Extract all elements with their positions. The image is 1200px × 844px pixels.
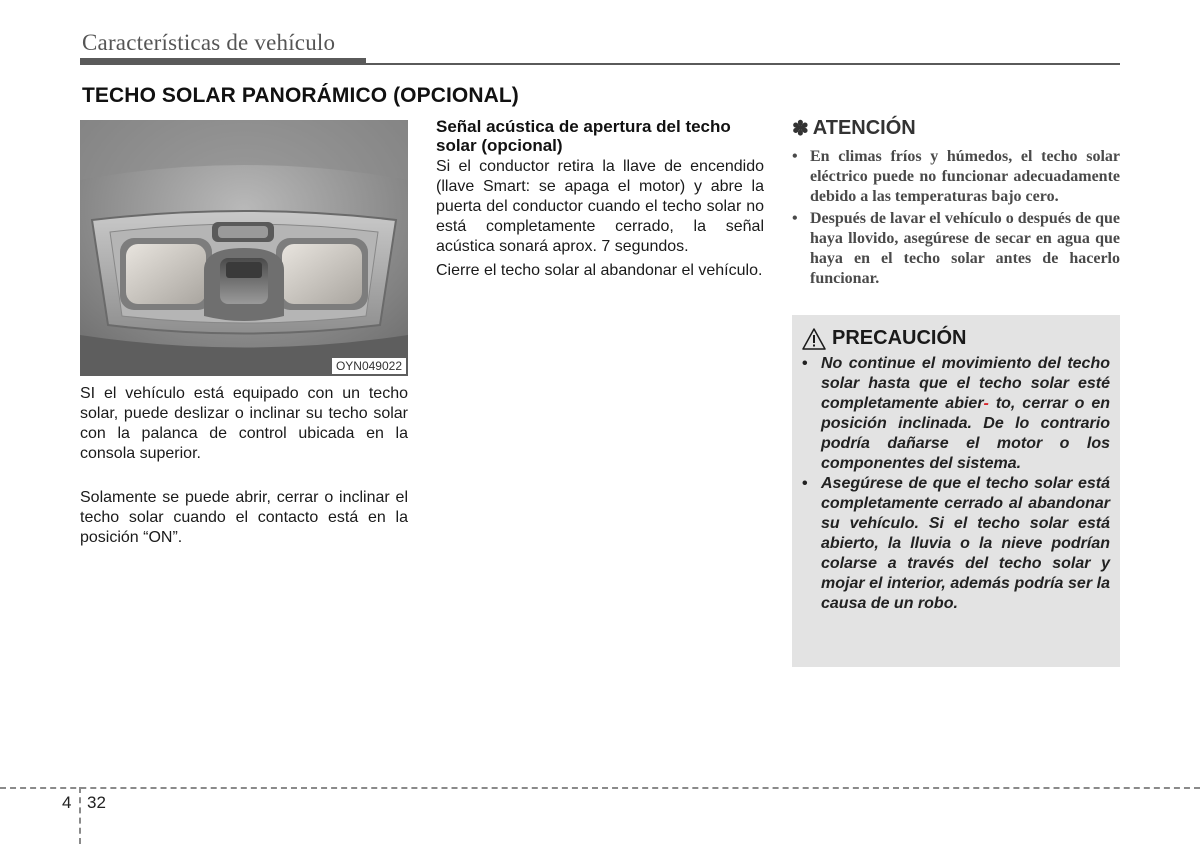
bullet-icon: • bbox=[792, 210, 798, 227]
column2-paragraph-1: Si el conductor retira la llave de encendido (llave Smart: se apaga el motor) y abre la puerta del conductor cuando el techo solar no está completamente cerrado, la señal acústica sonará aprox. 7 segundos. bbox=[436, 158, 764, 255]
list-item bbox=[792, 147, 1120, 207]
caution-heading bbox=[802, 327, 1110, 350]
caution-item-hyphen: - bbox=[983, 395, 989, 412]
bullet-icon: • bbox=[802, 475, 808, 492]
caution-title: PRECAUCIÓN bbox=[832, 327, 967, 349]
caution-list bbox=[802, 354, 1110, 614]
caution-item-text-part2: to, cerrar o en posición inclinada. De lo contrario podría dañarse el motor o los componentes del sistema. bbox=[821, 395, 1110, 472]
asterisk-icon: ✽ bbox=[792, 118, 809, 140]
caution-item-text-part1: No continue el movimiento del techo solar hasta que el techo solar esté completamente abier bbox=[821, 355, 1110, 412]
header-rule-accent bbox=[80, 58, 366, 65]
warning-triangle-icon bbox=[802, 328, 826, 350]
attention-title: ATENCIÓN bbox=[812, 117, 916, 139]
caution-item-text: Asegúrese de que el techo solar está completamente cerrado al abandonar su vehículo. Si el techo solar está abierto, la lluvia o la nieve podrían colarse a través del techo solar y mojar el interior, además podría ser la causa de un robo. bbox=[821, 475, 1110, 612]
column1-paragraph-1: SI el vehículo está equipado con un techo solar, puede deslizar o inclinar su techo solar con la palanca de control ubicada en la consola superior. bbox=[80, 385, 408, 462]
bullet-icon: • bbox=[802, 355, 808, 372]
section-title: TECHO SOLAR PANORÁMICO (OPCIONAL) bbox=[82, 84, 519, 107]
running-header: Características de vehículo bbox=[82, 30, 336, 55]
column1-paragraph-2: Solamente se puede abrir, cerrar o inclinar el techo solar cuando el contacto está en la posición “ON”. bbox=[80, 489, 408, 546]
list-item bbox=[802, 354, 1110, 474]
attention-heading bbox=[792, 116, 1120, 141]
page-number: 32 bbox=[87, 793, 106, 812]
attention-item-text: En climas fríos y húmedos, el techo solar eléctrico puede no funcionar adecuadamente debido a las temperaturas bajo cero. bbox=[810, 148, 1120, 205]
caution-box bbox=[792, 315, 1120, 667]
attention-note bbox=[792, 116, 1120, 291]
list-item bbox=[802, 474, 1110, 614]
list-item bbox=[792, 209, 1120, 289]
bullet-icon: • bbox=[792, 148, 798, 165]
figure-code: OYN049022 bbox=[332, 358, 406, 374]
overhead-console-illustration bbox=[80, 120, 408, 376]
overhead-console-photo bbox=[80, 120, 408, 376]
column2-heading: Señal acústica de apertura del techo solar (opcional) bbox=[436, 117, 731, 155]
column2 bbox=[436, 117, 764, 285]
column2-paragraph-2: Cierre el techo solar al abandonar el vehículo. bbox=[436, 262, 763, 279]
chapter-number: 4 bbox=[62, 793, 72, 812]
attention-item-text: Después de lavar el vehículo o después de que haya llovido, asegúrese de secar en agua que haya en el techo solar antes de hacerlo funcionar. bbox=[810, 210, 1120, 287]
footer-rule bbox=[0, 787, 1200, 789]
footer-divider bbox=[79, 787, 81, 844]
attention-list bbox=[792, 147, 1120, 289]
